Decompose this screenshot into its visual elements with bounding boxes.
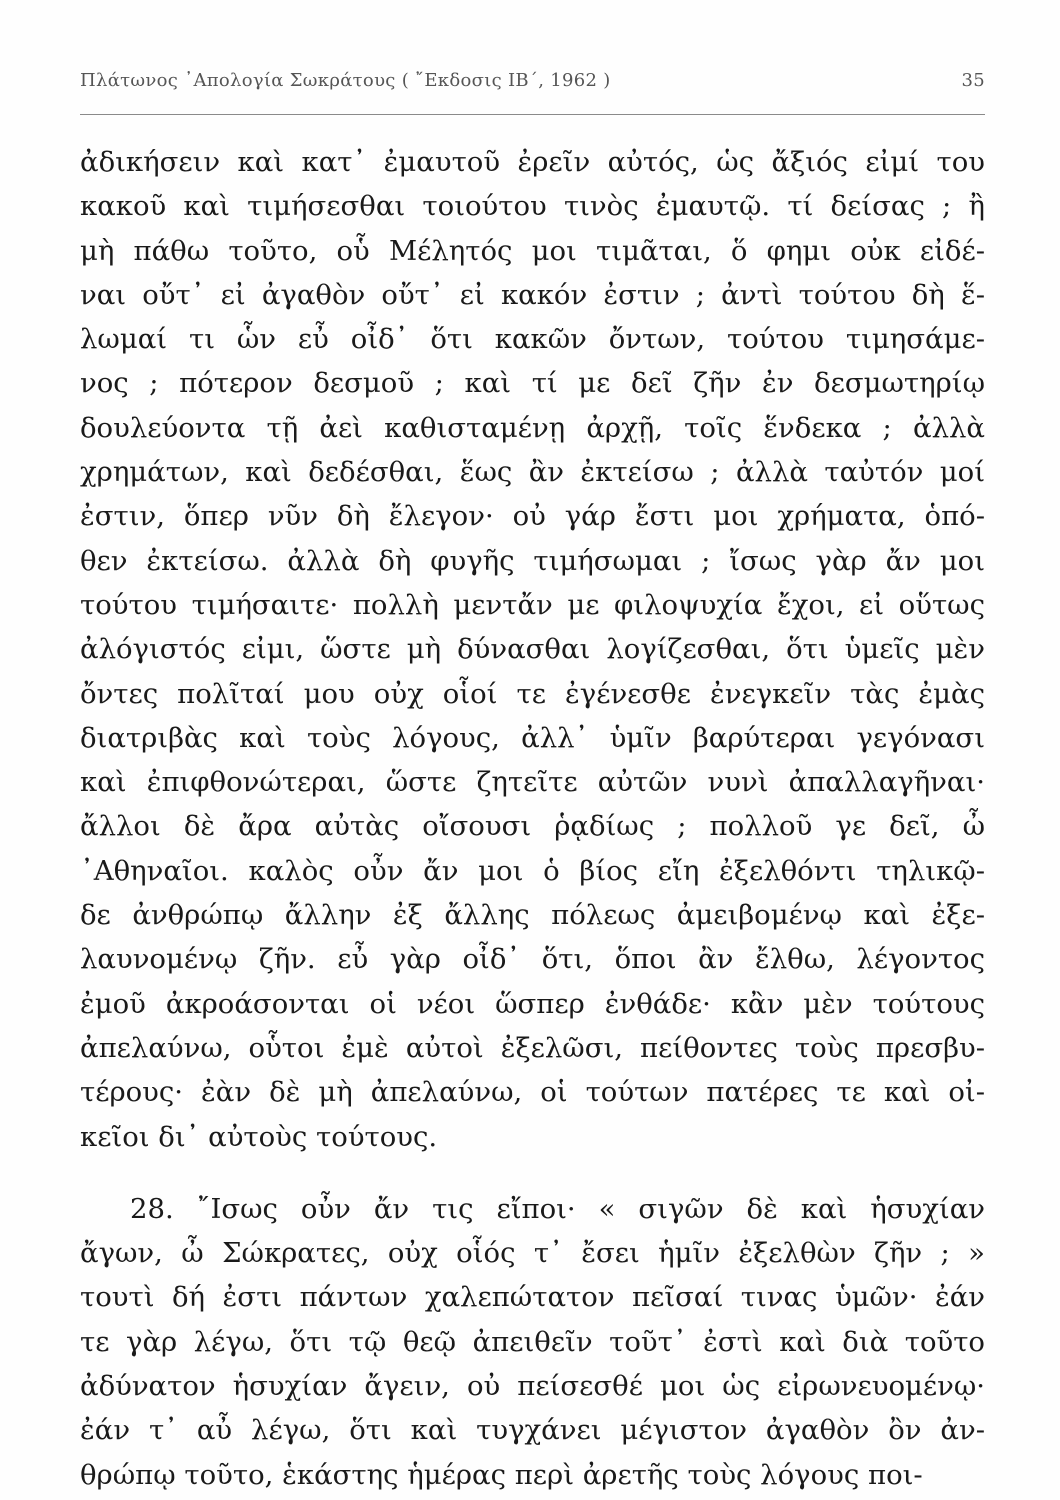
text-line: καὶ ἐπιφθονώτεραι, ὥστε ζητεῖτε αὐτῶν νυνὶ ἀπαλλαγῆναι· xyxy=(80,766,985,799)
text-line: ἀλόγιστός εἰμι, ὥστε μὴ δύνασθαι λογίζεσθαι, ὅτι ὑμεῖς μὲν xyxy=(80,633,985,666)
text-line: δουλεύοντα τῇ ἀεὶ καθισταμένῃ ἀρχῇ, τοῖς ἕνδεκα ; ἀλλὰ xyxy=(80,411,985,444)
text-line: ναι οὔτ᾿ εἰ ἀγαθὸν οὔτ᾿ εἰ κακόν ἐστιν ; ἀντὶ τούτου δὴ ἕ- xyxy=(80,278,985,311)
running-header xyxy=(80,70,985,102)
page-number: 35 xyxy=(961,70,985,91)
header-rule xyxy=(80,114,985,115)
text-line: νος ; πότερον δεσμοῦ ; καὶ τί με δεῖ ζῆν ἐν δεσμωτηρίῳ xyxy=(80,367,985,400)
paragraph-gap xyxy=(80,1159,985,1187)
text-line: ἀδικήσειν καὶ κατ᾿ ἐμαυτοῦ ἐρεῖν αὐτός, ὡς ἄξιός εἰμί του xyxy=(80,146,985,178)
text-line: ἄγων, ὦ Σώκρατες, οὐχ οἷός τ᾿ ἔσει ἡμῖν ἐξελθὼν ζῆν ; » xyxy=(80,1237,985,1270)
text-line: τούτου τιμήσαιτε· πολλὴ μεντἄν με φιλοψυχία ἔχοι, εἰ οὕτως xyxy=(80,588,985,621)
text-line: ἐστιν, ὅπερ νῦν δὴ ἔλεγον· οὐ γάρ ἔστι μοι χρήματα, ὁπό- xyxy=(80,500,985,533)
text-line: κακοῦ καὶ τιμήσεσθαι τοιούτου τινὸς ἐμαυτῷ. τί δείσας ; ἢ xyxy=(80,190,985,223)
text-line: θεν ἐκτείσω. ἀλλὰ δὴ φυγῆς τιμήσωμαι ; ἴσως γὰρ ἄν μοι xyxy=(80,544,985,577)
text-line: ᾿Αθηναῖοι. καλὸς οὖν ἄν μοι ὁ βίος εἴη ἐξελθόντι τηλικῷ- xyxy=(80,854,985,887)
text-line: ὄντες πολῖταί μου οὐχ οἷοί τε ἐγένεσθε ἐνεγκεῖν τὰς ἐμὰς xyxy=(80,677,985,710)
text-line: 28. ῎Ισως οὖν ἄν τις εἴποι· « σιγῶν δὲ καὶ ἡσυχίαν xyxy=(130,1192,985,1225)
text-line: λαυνομένῳ ζῆν. εὖ γὰρ οἶδ᾿ ὅτι, ὅποι ἂν ἔλθω, λέγοντος xyxy=(80,943,985,976)
text-line: λωμαί τι ὧν εὖ οἶδ᾿ ὅτι κακῶν ὄντων, τούτου τιμησάμε- xyxy=(80,323,985,356)
text-line: κεῖοι δι᾿ αὐτοὺς τούτους. xyxy=(80,1120,438,1153)
text-line: διατριβὰς καὶ τοὺς λόγους, ἀλλ᾿ ὑμῖν βαρύτεραι γεγόνασι xyxy=(80,721,985,754)
text-line: ἐμοῦ ἀκροάσονται οἱ νέοι ὥσπερ ἐνθάδε· κἂν μὲν τούτους xyxy=(80,987,985,1020)
text-line: τέρους· ἐὰν δὲ μὴ ἀπελαύνω, οἱ τούτων πατέρες τε καὶ οἰ- xyxy=(80,1076,985,1109)
text-line: μὴ πάθω τοῦτο, οὗ Μέλητός μοι τιμᾶται, ὅ φημι οὐκ εἰδέ- xyxy=(80,234,985,267)
paragraph-1 xyxy=(80,140,985,1159)
text-line: ἀδύνατον ἡσυχίαν ἄγειν, οὐ πείσεσθέ μοι ὡς εἰρωνευομένῳ· xyxy=(80,1370,985,1403)
paragraph-2 xyxy=(80,1187,985,1497)
body-text xyxy=(80,140,985,1497)
text-line: ἐάν τ᾿ αὖ λέγω, ὅτι καὶ τυγχάνει μέγιστον ἀγαθὸν ὂν ἀν- xyxy=(80,1414,985,1447)
text-line: θρώπῳ τοῦτο, ἑκάστης ἡμέρας περὶ ἀρετῆς τοὺς λόγους ποι- xyxy=(80,1458,923,1491)
running-title: Πλάτωνος ᾿Απολογία Σωκράτους ( ῎Εκδοσις ΙΒ΄, 1962 ) xyxy=(80,70,611,91)
text-line: δε ἀνθρώπῳ ἄλλην ἐξ ἄλλης πόλεως ἀμειβομένῳ καὶ ἐξε- xyxy=(80,899,985,932)
text-line: τε γὰρ λέγω, ὅτι τῷ θεῷ ἀπειθεῖν τοῦτ᾿ ἐστὶ καὶ διὰ τοῦτο xyxy=(80,1325,985,1358)
text-line: ἀπελαύνω, οὗτοι ἐμὲ αὐτοὶ ἐξελῶσι, πείθοντες τοὺς πρεσβυ- xyxy=(80,1031,985,1064)
text-line: τουτὶ δή ἐστι πάντων χαλεπώτατον πεῖσαί τινας ὑμῶν· ἐάν xyxy=(80,1281,985,1314)
text-line: χρημάτων, καὶ δεδέσθαι, ἕως ἂν ἐκτείσω ; ἀλλὰ ταὐτόν μοί xyxy=(80,456,985,489)
text-line: ἄλλοι δὲ ἄρα αὐτὰς οἴσουσι ῥᾳδίως ; πολλοῦ γε δεῖ, ὦ xyxy=(80,810,985,843)
